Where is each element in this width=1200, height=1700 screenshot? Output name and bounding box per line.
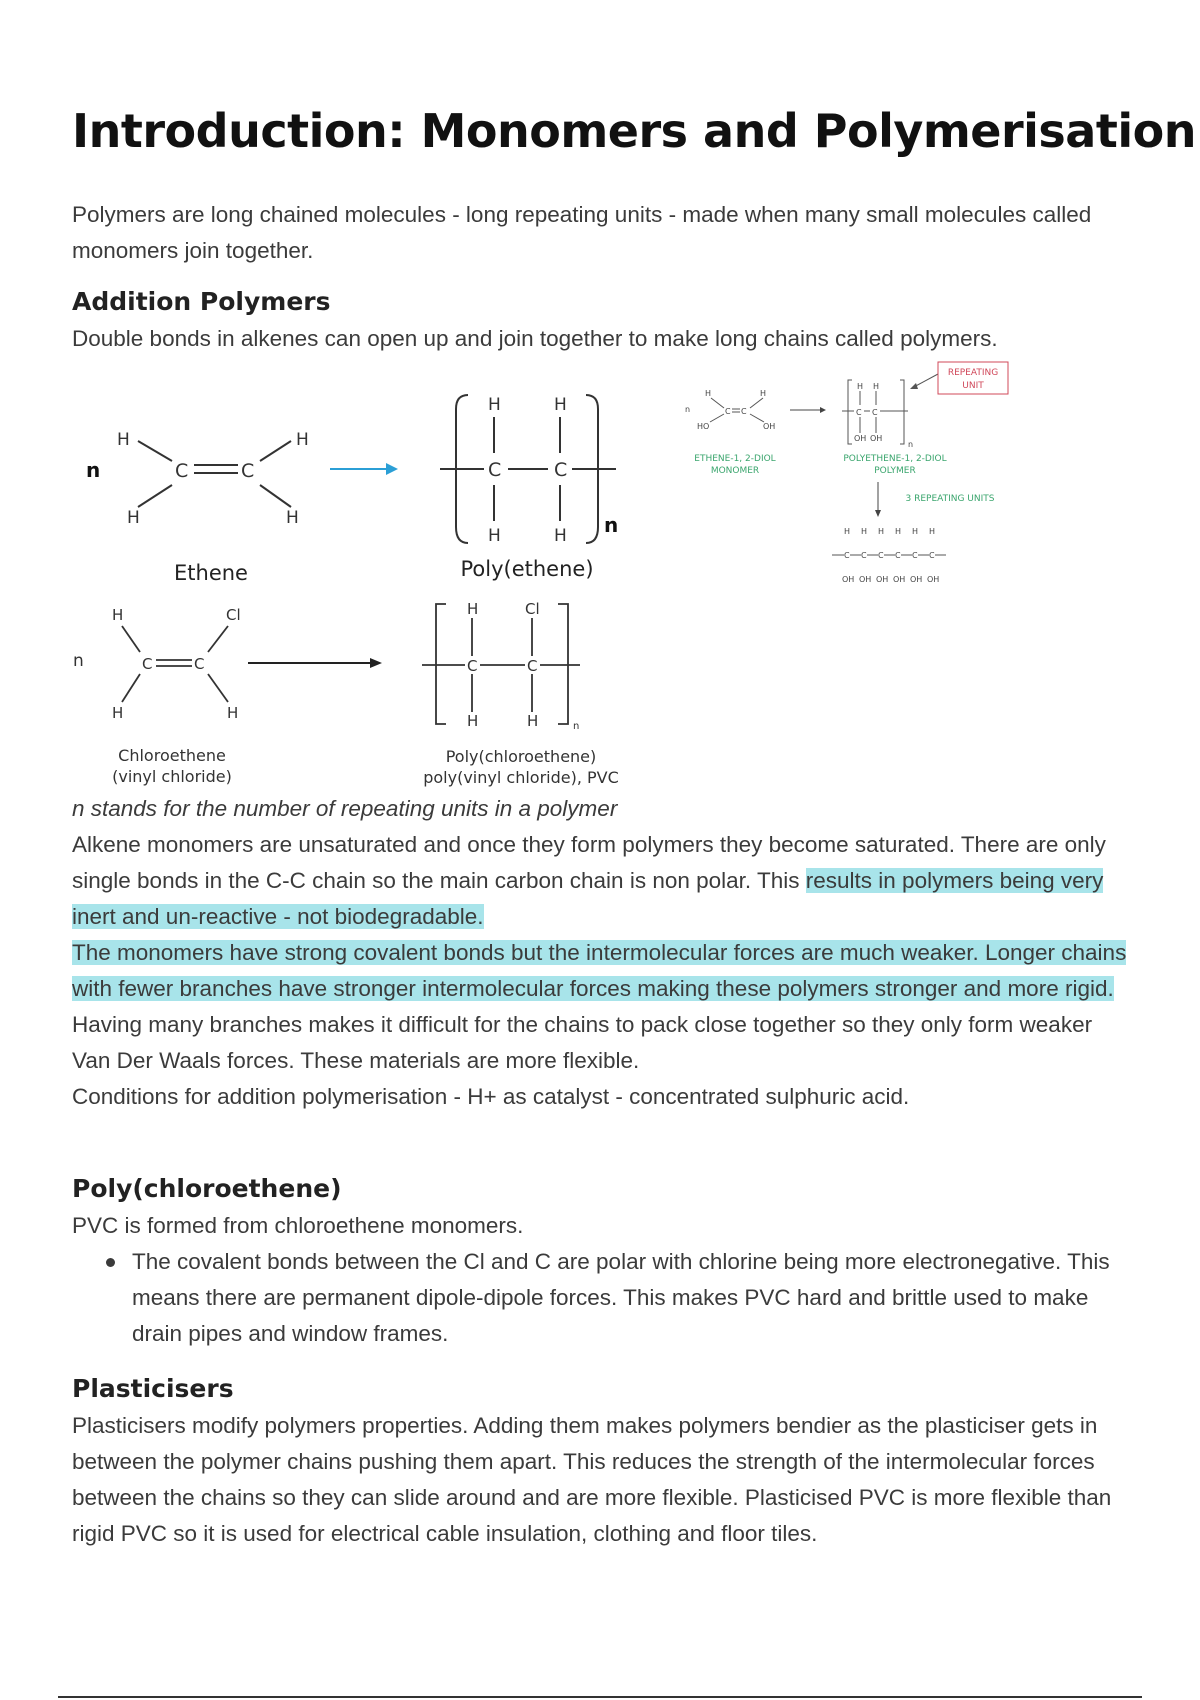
hydroxyl-group: OH <box>927 575 940 584</box>
n-definition-note: n stands for the number of repeating units in a polymer <box>72 796 618 821</box>
atom-c: C <box>741 407 747 416</box>
atom-c: C <box>467 657 478 675</box>
branches-paragraph: Having many branches makes it difficult for the chains to pack close together so they only form weaker Van Der Waals forces. These materials are more flexible. <box>72 1012 1093 1073</box>
pvc-label: poly(vinyl chloride), PVC <box>423 768 619 787</box>
conditions-paragraph: Conditions for addition polymerisation - H+ as catalyst - concentrated sulphuric acid. <box>72 1084 910 1109</box>
atom-h: H <box>929 527 936 536</box>
hydroxyl-group: OH <box>910 575 923 584</box>
polychloroethene-label: Poly(chloroethene) <box>445 747 597 766</box>
repeating-unit-label: REPEATING <box>947 368 999 378</box>
addition-polymers-text: Double bonds in alkenes can open up and join together to make long chains called polymers. <box>72 326 998 351</box>
atom-c: C <box>175 460 189 482</box>
atom-h: H <box>488 526 501 546</box>
bullet-icon <box>106 1258 115 1267</box>
n-subscript: n <box>604 513 619 537</box>
atom-c: C <box>488 459 502 481</box>
hydroxyl-group: OH <box>842 575 855 584</box>
atom-h: H <box>554 395 567 415</box>
reaction-arrow <box>330 463 398 475</box>
hydroxyl-group: OH <box>763 422 776 431</box>
atom-c: C <box>142 655 153 673</box>
three-repeating-units-label: 3 REPEATING UNITS <box>905 494 995 504</box>
hydroxyl-group: OH <box>870 434 883 443</box>
polyethene-bonds <box>440 395 619 543</box>
atom-c: C <box>554 459 568 481</box>
saturation-text: Alkene monomers are unsaturated and once they form polymers they become saturated. There are only single bonds in the C-C chain so the main carbon chain is non polar. This <box>72 832 1106 893</box>
ethenediol-polymerisation-diagram <box>680 360 1020 585</box>
diol-monomer-bonds <box>710 398 764 422</box>
atom-h: H <box>554 526 567 546</box>
ethene-label: Ethene <box>174 561 248 585</box>
atom-c: C <box>895 551 901 560</box>
list-item-text: The covalent bonds between the Cl and C are polar with chlorine being more electronegative. This means there are permanent dipole-dipole forces. This makes PVC hard and brittle used to make drain pipes and window frames. <box>132 1249 1110 1346</box>
atom-h: H <box>296 430 309 450</box>
chloroethene-bonds <box>122 626 228 702</box>
diol-monomer-label: MONOMER <box>710 466 760 476</box>
atom-h: H <box>127 508 140 528</box>
atom-h: H <box>844 527 851 536</box>
polychloroethene-heading: Poly(chloroethene) <box>72 1174 342 1203</box>
footer-divider <box>58 1696 1142 1698</box>
diol-reaction-arrow <box>790 407 826 413</box>
chloroethene-polymerisation-diagram <box>70 598 630 793</box>
hydroxyl-group: OH <box>854 434 867 443</box>
hydroxyl-group: OH <box>859 575 872 584</box>
hydroxyl-group: HO <box>697 422 710 431</box>
pvc-intro-text: PVC is formed from chloroethene monomers. <box>72 1213 524 1238</box>
atom-h: H <box>112 704 124 722</box>
diol-polymer-label: POLYMER <box>874 466 916 476</box>
atom-c: C <box>725 407 731 416</box>
chloroethene-label: Chloroethene <box>118 746 226 765</box>
atom-h: H <box>227 704 239 722</box>
polyethene-label: Poly(ethene) <box>460 557 594 581</box>
atom-h: H <box>861 527 868 536</box>
hydroxyl-group: OH <box>893 575 906 584</box>
atom-h: H <box>912 527 919 536</box>
atom-h: H <box>488 395 501 415</box>
atom-h: H <box>467 600 479 618</box>
hydroxyl-group: OH <box>876 575 889 584</box>
ethene-polymerisation-diagram <box>70 385 630 590</box>
saturation-section <box>72 827 1132 1115</box>
repeating-unit-callout <box>910 362 1008 394</box>
n-coefficient: n <box>73 651 84 671</box>
n-coefficient: n <box>86 458 101 482</box>
saturation-paragraph <box>72 827 1132 935</box>
atom-c: C <box>861 551 867 560</box>
ethene-bonds <box>138 441 291 507</box>
atom-c: C <box>844 551 850 560</box>
atom-h: H <box>760 389 767 398</box>
atom-c: C <box>527 657 538 675</box>
atom-c: C <box>856 408 862 417</box>
atom-h: H <box>705 389 712 398</box>
addition-polymers-heading: Addition Polymers <box>72 287 331 316</box>
highlighted-text: The monomers have strong covalent bonds but the intermolecular forces are much weaker. Longer chains with fewer branches have stronger intermolecular forces making these polymers stronger and more rigid. <box>72 940 1127 1001</box>
atom-h: H <box>112 606 124 624</box>
vinyl-chloride-label: (vinyl chloride) <box>112 767 232 786</box>
down-arrow <box>875 482 881 517</box>
list-item <box>72 1244 1132 1352</box>
plasticisers-heading: Plasticisers <box>72 1374 234 1403</box>
page-title: Introduction: Monomers and Polymerisation <box>72 104 1196 158</box>
atom-cl: Cl <box>226 606 241 624</box>
atom-c: C <box>912 551 918 560</box>
atom-h: H <box>857 382 864 391</box>
intermolecular-paragraph <box>72 935 1132 1007</box>
intro-paragraph: Polymers are long chained molecules - long repeating units - made when many small molecules called monomers join together. <box>72 202 1092 263</box>
atom-h: H <box>527 712 539 730</box>
n-subscript: n <box>573 721 580 732</box>
highlighted-text: results in polymers being very inert and un-reactive - not biodegradable. <box>72 868 1104 929</box>
repeating-unit-label: UNIT <box>962 381 984 391</box>
atom-h: H <box>467 712 479 730</box>
atom-h: H <box>878 527 885 536</box>
atom-h: H <box>117 430 130 450</box>
pvc-bonds <box>422 604 580 724</box>
n-coefficient: n <box>685 405 691 414</box>
plasticisers-text: Plasticisers modify polymers properties. Adding them makes polymers bendier as the plasticiser gets in between the polymer chains pushing them apart. This reduces the strength of the intermolecular forces between the chains so they can slide around and are more flexible. Plasticised PVC is more flexible than rigid PVC so it is used for electrical cable insulation, clothing and floor tiles. <box>72 1413 1112 1546</box>
atom-c: C <box>878 551 884 560</box>
n-subscript: n <box>908 440 914 449</box>
atom-c: C <box>194 655 205 673</box>
diol-monomer-label: ETHENE-1, 2-DIOL <box>694 454 776 464</box>
atom-h: H <box>873 382 880 391</box>
atom-h: H <box>286 508 299 528</box>
diol-polymer-label: POLYETHENE-1, 2-DIOL <box>843 454 947 464</box>
atom-c: C <box>872 408 878 417</box>
atom-cl: Cl <box>525 600 540 618</box>
pvc-bullet-list <box>72 1244 1132 1352</box>
reaction-arrow <box>248 658 382 668</box>
atom-c: C <box>929 551 935 560</box>
atom-c: C <box>241 460 255 482</box>
atom-h: H <box>895 527 902 536</box>
